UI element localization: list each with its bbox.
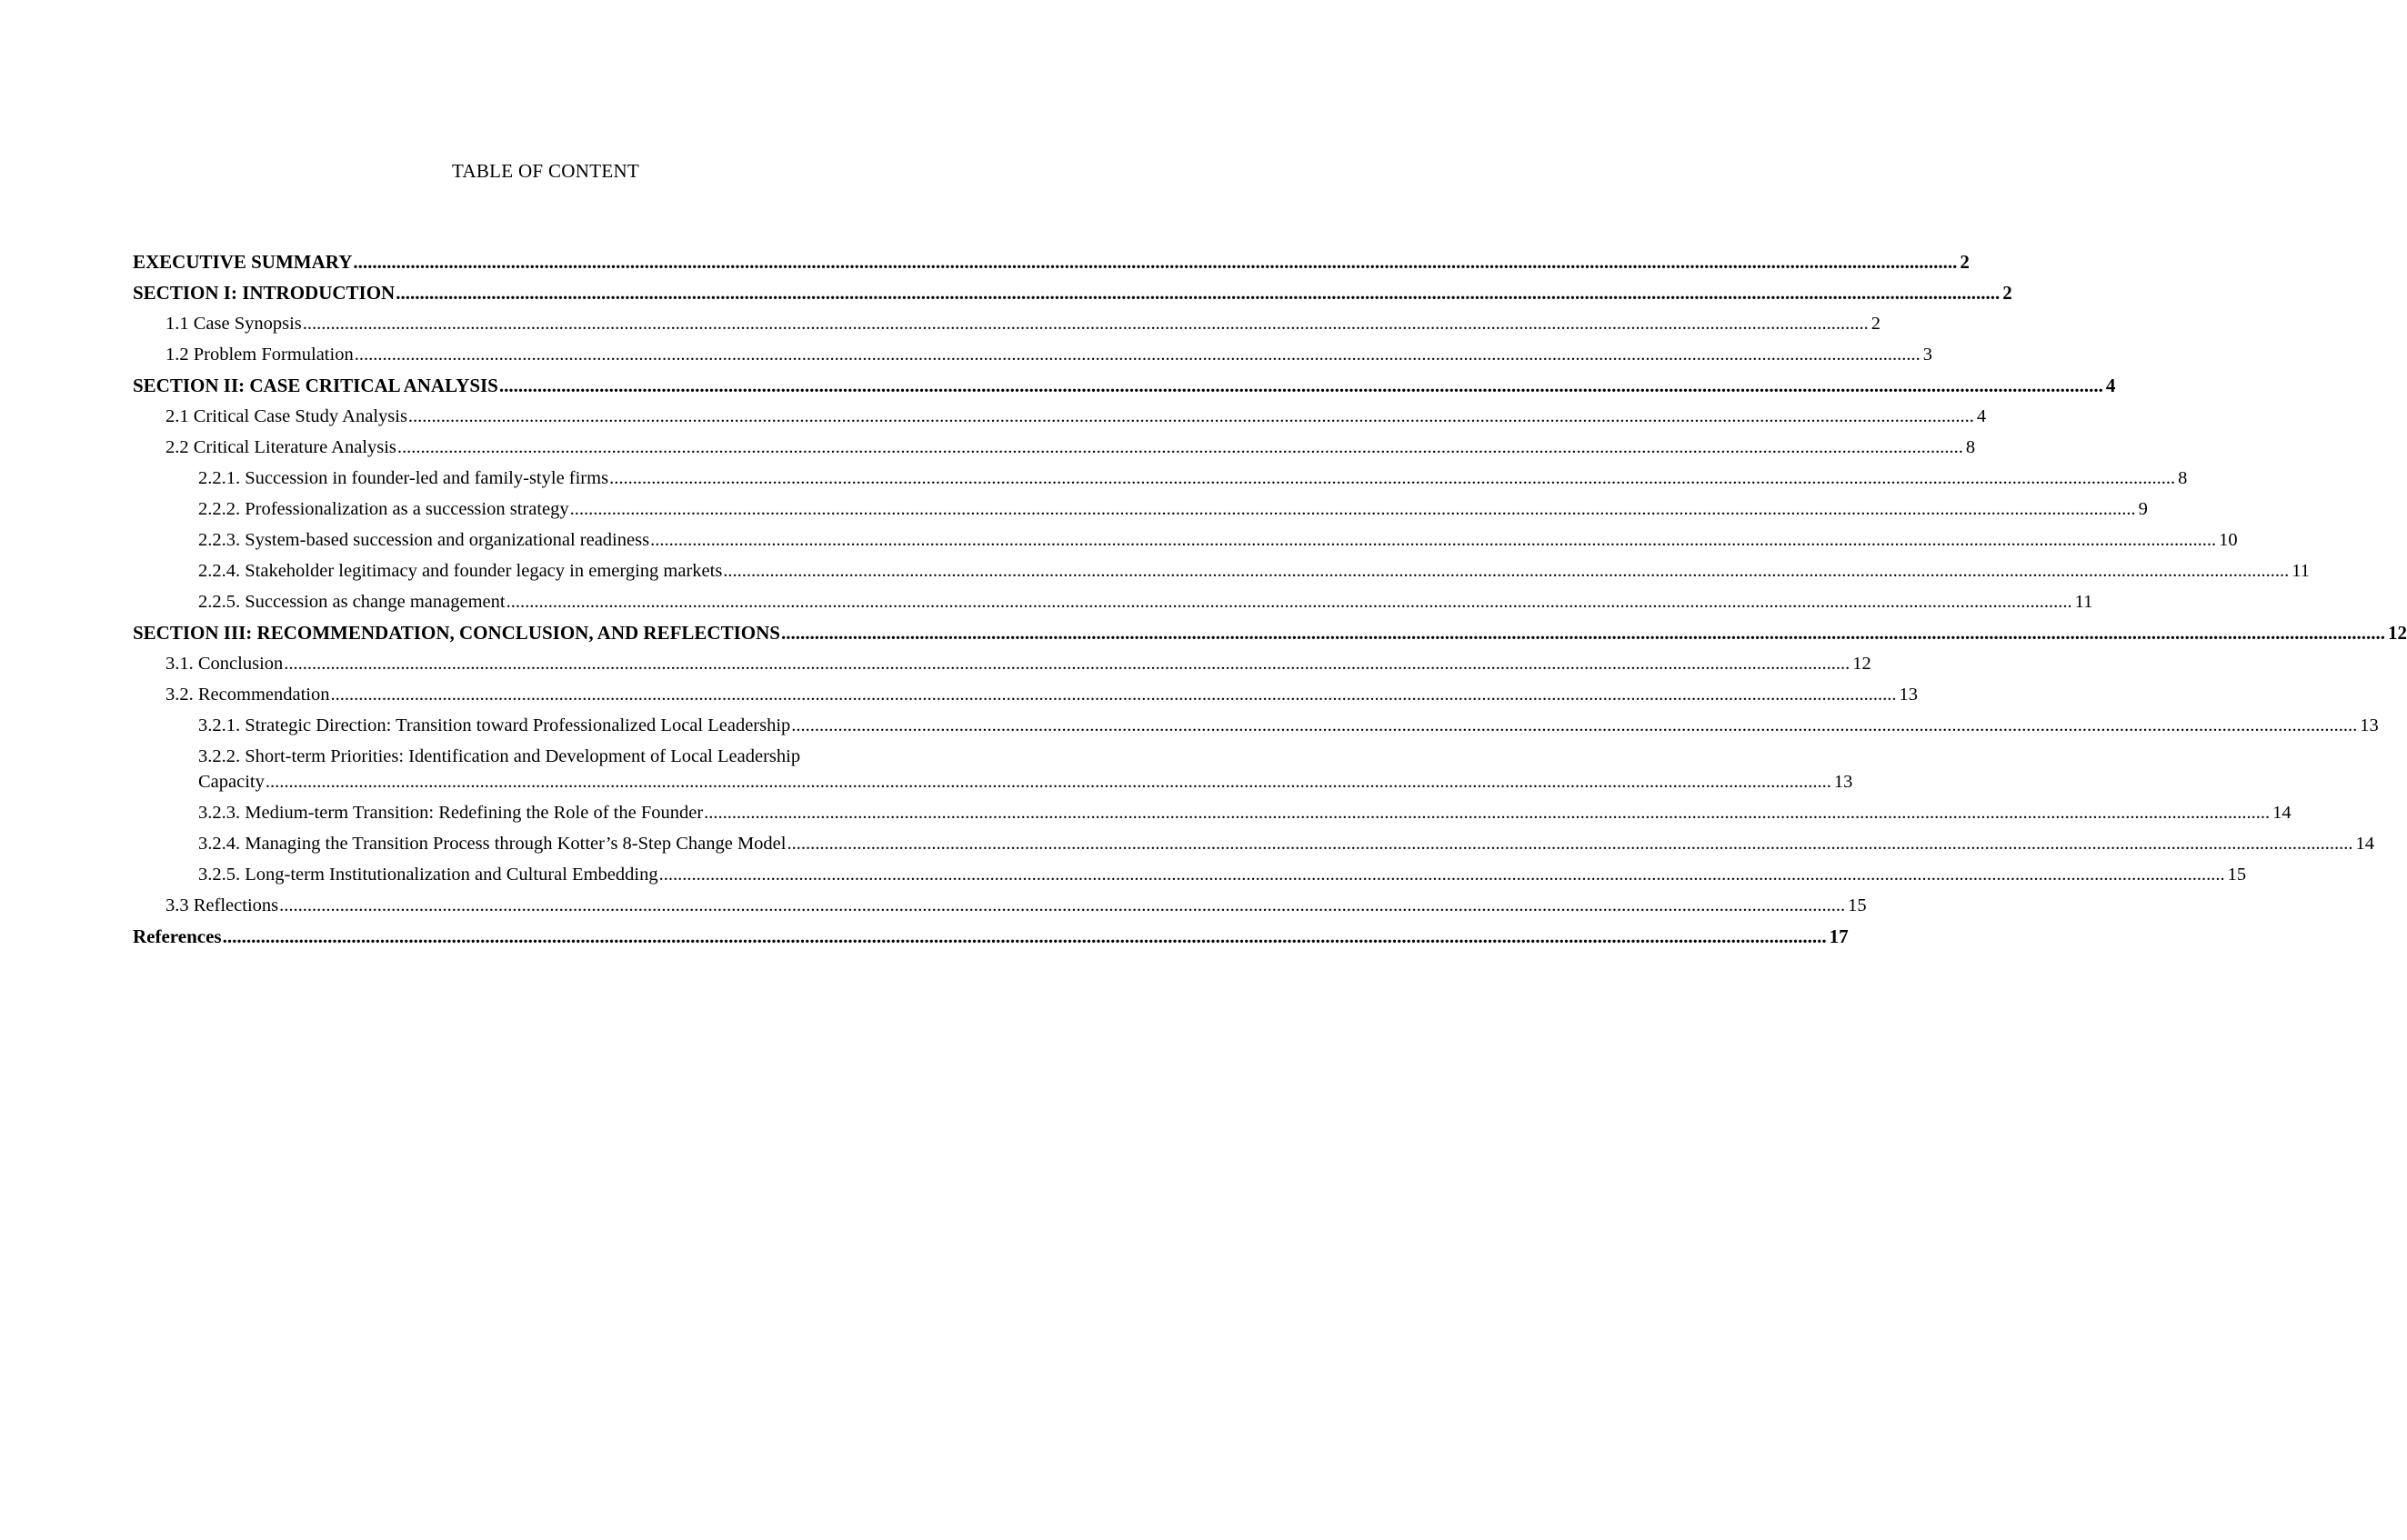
toc-entry-3-2-2[interactable] (133, 744, 1853, 795)
toc-entry-page: 2 (2002, 282, 2012, 304)
toc-entry-2-2-4[interactable] (133, 558, 2311, 584)
toc-entry-label: 3.2.3. Medium-term Transition: Redefining the Role of the Founder (198, 803, 704, 823)
dot-leader (570, 496, 2136, 522)
toc-entry-label: 1.2 Problem Formulation (165, 345, 354, 365)
toc-entry-3-1[interactable] (133, 651, 1871, 676)
toc-entry-label: 3.3 Reflections (165, 895, 279, 915)
toc-entry-page: 3 (1922, 345, 1932, 365)
dot-leader (791, 713, 2357, 738)
dot-leader (499, 373, 2103, 398)
toc-entry-page: 9 (2138, 499, 2148, 519)
toc-entry-page: 14 (2355, 834, 2374, 854)
page-title: TABLE OF CONTENT (451, 160, 640, 182)
dot-leader (284, 651, 1850, 676)
dot-leader (397, 435, 1963, 460)
toc-entry-1-1[interactable] (133, 311, 1881, 336)
toc-entry-page: 17 (1829, 925, 1849, 947)
toc-entry-page: 12 (1852, 654, 1871, 674)
toc-entry-page: 15 (1848, 895, 1867, 915)
toc-entry-page: 10 (2219, 530, 2238, 550)
toc-entry-label: SECTION III: RECOMMENDATION, CONCLUSION, AND REFLECTIONS (133, 622, 780, 644)
dot-leader (650, 527, 2216, 553)
toc-entry-references[interactable] (133, 924, 1849, 949)
toc-entry-section-3[interactable] (133, 620, 2407, 645)
dot-leader (396, 280, 2000, 305)
toc-entry-page: 13 (1899, 685, 1918, 705)
dot-leader (223, 924, 1827, 949)
toc-entry-page: 2 (1870, 314, 1881, 334)
toc-entry-label: 2.2 Critical Literature Analysis (165, 437, 396, 457)
toc-entry-label-line1: 3.2.2. Short-term Priorities: Identification and Development of Local Leadership (198, 746, 801, 766)
toc-entry-page: 14 (2272, 803, 2292, 823)
toc-entry-page: 11 (2074, 592, 2093, 612)
toc-entry-label: 1.1 Case Synopsis (165, 314, 302, 334)
toc-entry-second-line (198, 769, 1853, 795)
toc-entry-label: 2.2.2. Professionalization as a succession strategy (198, 499, 569, 519)
toc-entry-page: 4 (2105, 375, 2116, 396)
dot-leader (506, 589, 2072, 615)
toc-entry-label: 2.2.1. Succession in founder-led and family-style firms (198, 468, 609, 488)
toc-entry-label: 3.2.1. Strategic Direction: Transition toward Professionalized Local Leadership (198, 715, 791, 735)
dot-leader (279, 893, 1845, 918)
toc-entry-2-2-1[interactable] (133, 465, 2188, 491)
toc-entry-executive-summary[interactable] (133, 249, 1970, 275)
dot-leader (355, 342, 1921, 367)
toc-entry-2-2-2[interactable] (133, 496, 2148, 522)
dot-leader (353, 249, 1957, 275)
toc-entry-page: 11 (2292, 561, 2311, 581)
toc-entry-2-2-3[interactable] (133, 527, 2238, 553)
toc-entry-label: 2.2.3. System-based succession and organizational readiness (198, 530, 650, 550)
toc-entry-label: 2.2.5. Succession as change management (198, 592, 506, 612)
toc-entry-label: 2.2.4. Stakeholder legitimacy and founder legacy in emerging markets (198, 561, 723, 581)
toc-entry-3-2-3[interactable] (133, 800, 2292, 825)
toc-entry-2-2-5[interactable] (133, 589, 2093, 615)
toc-entry-label: SECTION II: CASE CRITICAL ANALYSIS (133, 375, 498, 396)
toc-entry-1-2[interactable] (133, 342, 1932, 367)
toc-entry-3-2-1[interactable] (133, 713, 2379, 738)
toc-entry-label: SECTION I: INTRODUCTION (133, 282, 396, 304)
toc-entry-label: EXECUTIVE SUMMARY (133, 251, 353, 273)
toc-entry-page: 8 (1965, 437, 1976, 457)
toc-entry-3-3[interactable] (133, 893, 1867, 918)
toc-entry-section-1[interactable] (133, 280, 2012, 305)
toc-entry-2-2[interactable] (133, 435, 1976, 460)
toc-entry-label: 2.1 Critical Case Study Analysis (165, 406, 407, 426)
toc-entry-label: 3.2.4. Managing the Transition Process through Kotter’s 8-Step Change Model (198, 834, 787, 854)
dot-leader (781, 620, 2385, 645)
table-of-contents (133, 249, 2407, 955)
toc-entry-2-1[interactable] (133, 404, 1987, 429)
toc-entry-label: 3.2. Recommendation (165, 685, 330, 705)
dot-leader (787, 831, 2352, 856)
toc-entry-3-2-5[interactable] (133, 862, 2247, 887)
toc-entry-page: 15 (2227, 865, 2247, 885)
toc-entry-label: References (133, 925, 222, 947)
toc-entry-page: 12 (2387, 622, 2407, 644)
toc-entry-label: 3.1. Conclusion (165, 654, 284, 674)
dot-leader (609, 465, 2175, 491)
dot-leader (723, 558, 2289, 584)
toc-entry-page: 4 (1976, 406, 1987, 426)
toc-entry-section-2[interactable] (133, 373, 2116, 398)
dot-leader (330, 682, 1896, 707)
toc-entry-label-line2: Capacity (198, 772, 265, 792)
dot-leader (704, 800, 2270, 825)
dot-leader (659, 862, 2225, 887)
toc-entry-page: 8 (2178, 468, 2188, 488)
toc-entry-3-2-4[interactable] (133, 831, 2374, 856)
toc-entry-page: 13 (2360, 715, 2379, 735)
toc-entry-label: 3.2.5. Long-term Institutionalization and Cultural Embedding (198, 865, 658, 885)
toc-entry-3-2[interactable] (133, 682, 1918, 707)
toc-entry-page: 13 (1833, 772, 1853, 792)
toc-entry-page: 2 (1960, 251, 1970, 273)
dot-leader (408, 404, 1974, 429)
dot-leader (266, 769, 1831, 795)
dot-leader (303, 311, 1869, 336)
